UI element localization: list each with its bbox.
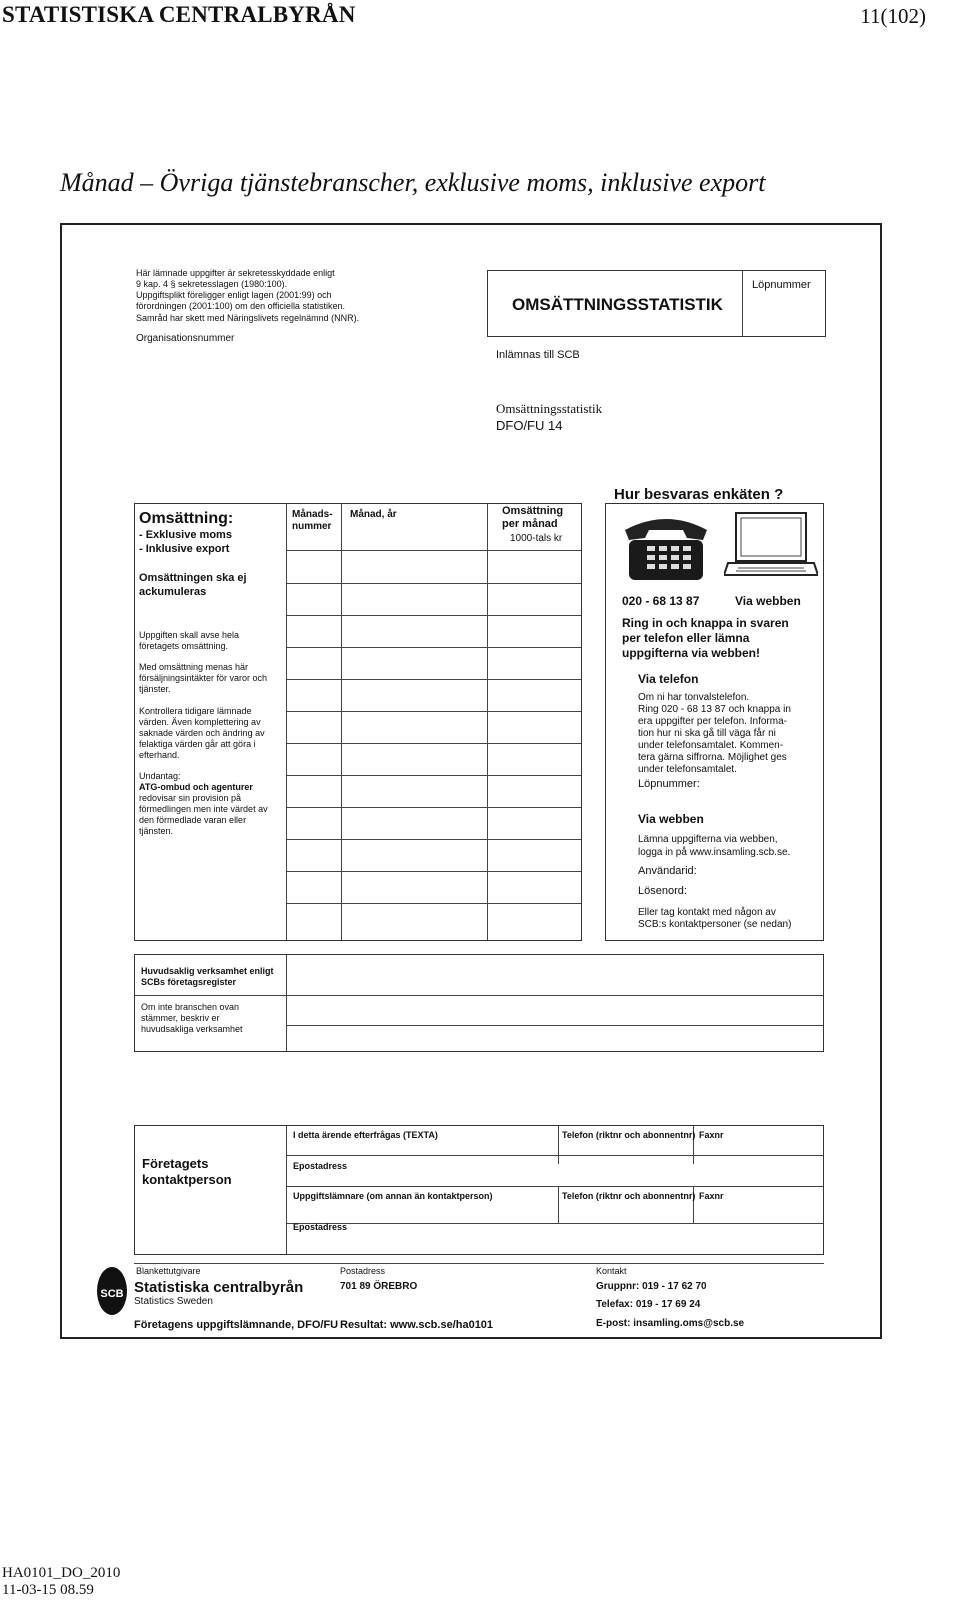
phone-instruction: under telefonsamtalet.: [638, 764, 737, 775]
col-month-number: Månads- nummer: [292, 509, 333, 532]
post-label: Postadress: [340, 1266, 386, 1276]
contact-phone-label: Telefon (riktnr och abonnentnr): [562, 1130, 696, 1140]
activity-register-label: SCBs företagsregister: [141, 977, 237, 987]
contact-email: E-post: insamling.oms@scb.se: [596, 1318, 745, 1329]
instruction-line: Med omsättning menas här: [139, 662, 249, 672]
document-date: 11-03-15 08.59: [2, 1581, 94, 1598]
group-number: Gruppnr: 019 - 17 62 70: [596, 1281, 707, 1292]
telephone-icon: [617, 510, 715, 582]
scb-name: Statistiska centralbyrån: [134, 1279, 304, 1296]
instruction-line: företagets omsättning.: [139, 641, 229, 651]
how-to-heading: Hur besvaras enkäten ?: [614, 486, 784, 503]
instruction-line: tjänsten.: [139, 826, 174, 836]
fax-number: Telefax: 019 - 17 69 24: [596, 1299, 701, 1310]
instruction-line: saknade värden och ändring av: [139, 728, 265, 738]
serial-label: Löpnummer: [752, 279, 811, 291]
turnover-inclusive: - Inklusive export: [139, 543, 230, 555]
scb-english-name: Statistics Sweden: [134, 1296, 213, 1307]
confidentiality-line: Samråd har skett med Näringslivets regelnämnd (NNR).: [136, 313, 360, 323]
web-label: Via webben: [735, 594, 801, 608]
scb-logo-text: SCB: [100, 1288, 124, 1300]
survey-form-image: [60, 223, 882, 1339]
phone-instruction: tion hur ni ska gå till väga får ni: [638, 728, 776, 739]
instruction-line: Undantag:: [139, 771, 181, 781]
phone-instruction: Ring 020 - 68 13 87 och knappa in: [638, 704, 791, 715]
org-number-label: Organisationsnummer: [136, 333, 235, 344]
user-id-label: Användarid:: [638, 865, 697, 877]
web-instruction: logga in på www.insamling.scb.se.: [638, 847, 791, 858]
instruction-line: försäljningsintäkter för varor och: [139, 673, 268, 683]
phone-instruction: under telefonsamtalet. Kommen-: [638, 740, 784, 751]
phone-instruction: era uppgifter per telefon. Informa-: [638, 716, 787, 727]
confidentiality-line: förordningen (2001:100) om den officiella statistiken.: [136, 301, 345, 311]
instruction-line: redovisar sin provision på: [139, 793, 242, 803]
turnover-exclusive: - Exklusive moms: [139, 529, 232, 541]
instruction-line: efterhand.: [139, 750, 180, 760]
serial-number-label: Löpnummer:: [638, 778, 700, 790]
document-title: Månad – Övriga tjänstebranscher, exklusive moms, inklusive export: [60, 168, 766, 197]
web-instruction: Lämna uppgifterna via webben,: [638, 834, 778, 845]
footer-reporting: Företagens uppgiftslämnande, DFO/FU: [134, 1319, 339, 1331]
no-accumulation-note: Omsättningen ska ej: [139, 572, 247, 584]
document-code: HA0101_DO_2010: [2, 1565, 121, 1581]
contact-instruction: Eller tag kontakt med någon av: [638, 907, 776, 918]
how-to-intro: per telefon eller lämna: [622, 631, 750, 645]
contact-email-label: Epostadress: [293, 1161, 348, 1171]
form-title: OMSÄTTNINGSSTATISTIK: [512, 295, 723, 314]
provider-label: Uppgiftslämnare (om annan än kontaktperson): [293, 1191, 493, 1201]
survey-name: Omsättningsstatistik: [496, 401, 603, 416]
instruction-line: felaktiga värden går att göra i: [139, 739, 256, 749]
form-code: DFO/FU 14: [496, 418, 563, 433]
via-web-heading: Via webben: [638, 812, 704, 826]
instruction-line: Kontrollera tidigare lämnade: [139, 706, 252, 716]
provider-phone-label: Telefon (riktnr och abonnentnr): [562, 1191, 696, 1201]
scb-logo: [97, 1267, 127, 1315]
contact-person-box: [134, 1125, 824, 1255]
provider-email-label: Epostadress: [293, 1222, 348, 1232]
contact-label: Företagets: [142, 1156, 209, 1171]
submit-label: Inlämnas till SCB: [496, 349, 580, 361]
instruction-line: Uppgiften skall avse hela: [139, 630, 240, 640]
confidentiality-line: Här lämnade uppgifter är sekretesskyddade enligt: [136, 268, 335, 278]
header-organization: STATISTISKA CENTRALBYRÅN: [2, 2, 356, 27]
password-label: Lösenord:: [638, 885, 687, 897]
phone-number: 020 - 68 13 87: [622, 594, 700, 608]
activity-describe-label: huvudsakliga verksamhet: [141, 1024, 243, 1034]
phone-instruction: tera gärna siffrorna. Möjlighet ges: [638, 752, 787, 763]
contact-label: kontaktperson: [142, 1172, 232, 1187]
how-to-intro: Ring in och knappa in svaren: [622, 616, 789, 630]
turnover-heading: Omsättning:: [139, 510, 234, 527]
laptop-icon: [724, 511, 818, 579]
activity-describe-label: Om inte branschen ovan: [141, 1002, 240, 1012]
instruction-line: ATG-ombud och agenturer: [139, 782, 253, 792]
col-turnover-unit: 1000-tals kr: [510, 533, 563, 544]
col-month-year: Månad, år: [350, 509, 397, 520]
issuer-label: Blankettutgivare: [136, 1266, 201, 1276]
activity-register-label: Huvudsaklig verksamhet enligt: [141, 966, 274, 976]
contact-ask-label: I detta ärende efterfrågas (TEXTA): [293, 1130, 438, 1140]
document-footer: [2, 1565, 120, 1599]
confidentiality-line: Uppgiftsplikt föreligger enligt lagen (2001:99) och: [136, 290, 332, 300]
instruction-line: förmedlingen men inte värdet av: [139, 804, 268, 814]
contact-instruction: SCB:s kontaktpersoner (se nedan): [638, 919, 792, 930]
via-phone-heading: Via telefon: [638, 672, 699, 686]
contact-fax-label: Faxnr: [699, 1130, 724, 1140]
no-accumulation-note: ackumuleras: [139, 586, 207, 598]
instruction-line: värden. Även komplettering av: [139, 717, 261, 727]
phone-instruction: Om ni har tonvalstelefon.: [638, 692, 750, 703]
contact-section-label: Kontakt: [596, 1266, 627, 1276]
post-address: 701 89 ÖREBRO: [340, 1281, 418, 1292]
col-turnover: Omsättning per månad: [502, 505, 564, 530]
page-number: 11(102): [860, 4, 926, 28]
instruction-line: tjänster.: [139, 684, 171, 694]
how-to-intro: uppgifterna via webben!: [622, 646, 761, 660]
instruction-line: den förmedlade varan eller: [139, 815, 247, 825]
footer-result-link[interactable]: Resultat: www.scb.se/ha0101: [340, 1319, 494, 1331]
provider-fax-label: Faxnr: [699, 1191, 724, 1201]
activity-describe-label: stämmer, beskriv er: [141, 1013, 220, 1023]
confidentiality-line: 9 kap. 4 § sekretesslagen (1980:100).: [136, 279, 288, 289]
